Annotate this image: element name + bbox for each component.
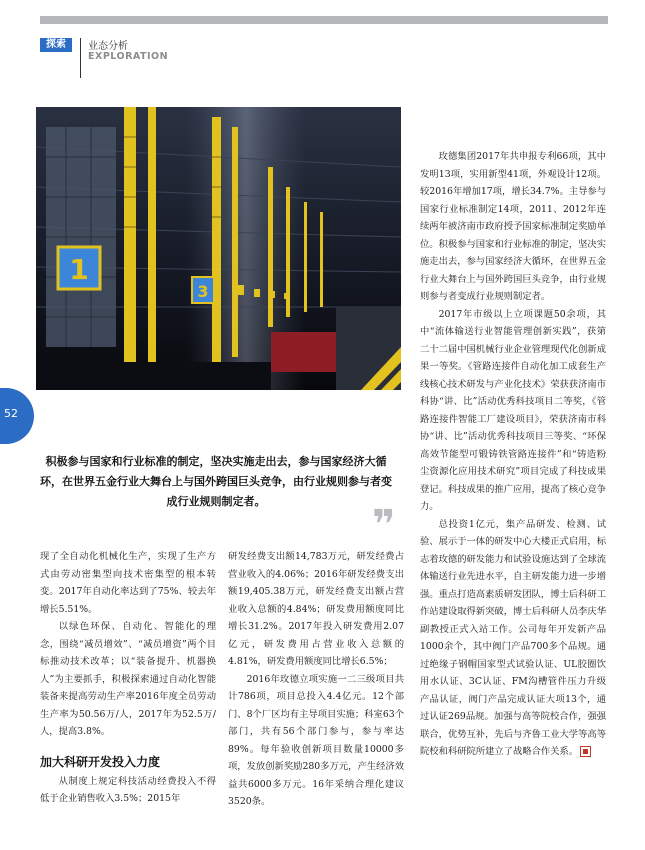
pull-quote: 积极参与国家和行业标准的制定，坚决实施走出去，参与国家经济大循环，在世界五金行业大舞台上与国外跨国巨头竞争，由行业规则参与者变成行业规则制定者。	[40, 455, 392, 508]
section-subheading: 加大科研开发投入力度	[40, 754, 161, 769]
quote-mark-icon: ❞	[372, 502, 396, 548]
column-middle	[228, 548, 404, 811]
paragraph: 以绿色环保、自动化、智能化的理念，围绕“减员增效”、“减员增资”两个目标推动技术改革；以“装备提升、机器换人”为主要抓手，积极探索通过自动化智能装备来提高劳动生产率2016年度全员劳动生产率为50.56万/人，2017年为52.5万/人，提高3.8%。	[40, 621, 216, 737]
article-end-icon	[580, 746, 591, 757]
page-number-tab	[0, 388, 34, 444]
paragraph: 从制度上规定科技活动经费投入不得低于企业销售收入3.5%；2015年	[40, 775, 216, 804]
section-tag: 探索	[40, 38, 72, 52]
automated-warehouse-illustration	[36, 107, 401, 390]
paragraph-last	[420, 516, 606, 761]
column-left	[40, 548, 216, 808]
section-title-cn: 业态分析	[88, 41, 128, 52]
column-right	[420, 148, 606, 761]
bay-number-3: 3	[197, 282, 209, 301]
paragraph: 玫德集团2017年共申报专利66项，其中发明13项，实用新型41项，外观设计12项。较2016年增加17项，增长34.7%。主导参与国家行业标准制定14项，2011、2012年连续两年被济南市政府授予国家标准制定奖励单位。积极参与国家和行业标准的制定，坚决实施走出去，参与国家经济大循环，在世界五金行业大舞台上与国外跨国巨头竞争，由行业规则参与者变成行业规则制定者。	[420, 151, 606, 302]
bay-number-1: 1	[69, 253, 89, 286]
paragraph: 研发经费支出额14,783万元，研发经费占营业收入的4.06%；2016年研发经费支出额19,405.38万元，研发经费支出额占营业收入总额的4.84%；研发费用额度同比增长31.2%。2017年投入研发费用2.07亿元，研发费用占营业收入总额的4.81%，研发费用额度同比增长6.5%；	[228, 551, 404, 667]
paragraph: 2016年玫德立项实施一二三级项目共计786项，项目总投入4.4亿元。12个部门、8个厂区均有主导项目实施；科室63个部门，共有56个部门参与，参与率达89%。每年验收创新项目数量10000多项，发放创新奖励280多万元，产生经济效益共6000多万元。16年采纳合理化建议3520条。	[228, 673, 404, 807]
warehouse-photo	[36, 107, 401, 390]
paragraph-text: 总投资1亿元，集产品研发、检测、试验、展示于一体的研发中心大楼正式启用，标志着玫德的研发能力和试验设施达到了全球流体输送行业先进水平，自主研发能力进一步增强。重点打造高素质研发团队，博士后科研工作站建设取得新突破，博士后科研人员李庆华副教授正式入站工作。公司每年开发新产品1000余个，其中阀门产品700多个品规。通过绝缘子钢帽国家型式试验认证、UL胶圈饮用水认证、3C认证、FM沟槽管件压力升级产品认证，阀门产品完成认证大项13个，通过认证269品规。加强与高等院校合作，强强联合，优势互补，先后与齐鲁工业大学等高等院校和科研院所建立了战略合作关系。	[420, 518, 606, 757]
page-number: 52	[4, 407, 18, 420]
paragraph: 现了全自动化机械化生产，实现了生产方式由劳动密集型向技术密集型的根本转变。2017年自动化率达到了75%、较去年增长5.51%。	[40, 551, 216, 615]
section-divider	[80, 38, 81, 78]
section-title-en: EXPLORATION	[88, 51, 169, 62]
header-top-bar	[40, 16, 608, 24]
paragraph: 2017年市级以上立项课题50余项，其中“流体输送行业智能管理创新实践”，获第二十二届中国机械行业企业管理现代化创新成果一等奖。《管路连接件自动化加工成套生产线核心技术研发与产业化技术》荣获获济南市科协“讲、比”活动优秀科技项目二等奖，《管路连接件智能工厂建设项目》，荣获济南市科协“讲、比”活动优秀科技项目三等奖、“环保高效节能型可锻铸铁管路连接件”和“铸造粉尘资源化应用技术研究”项目完成了科技成果登记。科技成果的推广应用，提高了核心竞争力。	[420, 308, 606, 512]
